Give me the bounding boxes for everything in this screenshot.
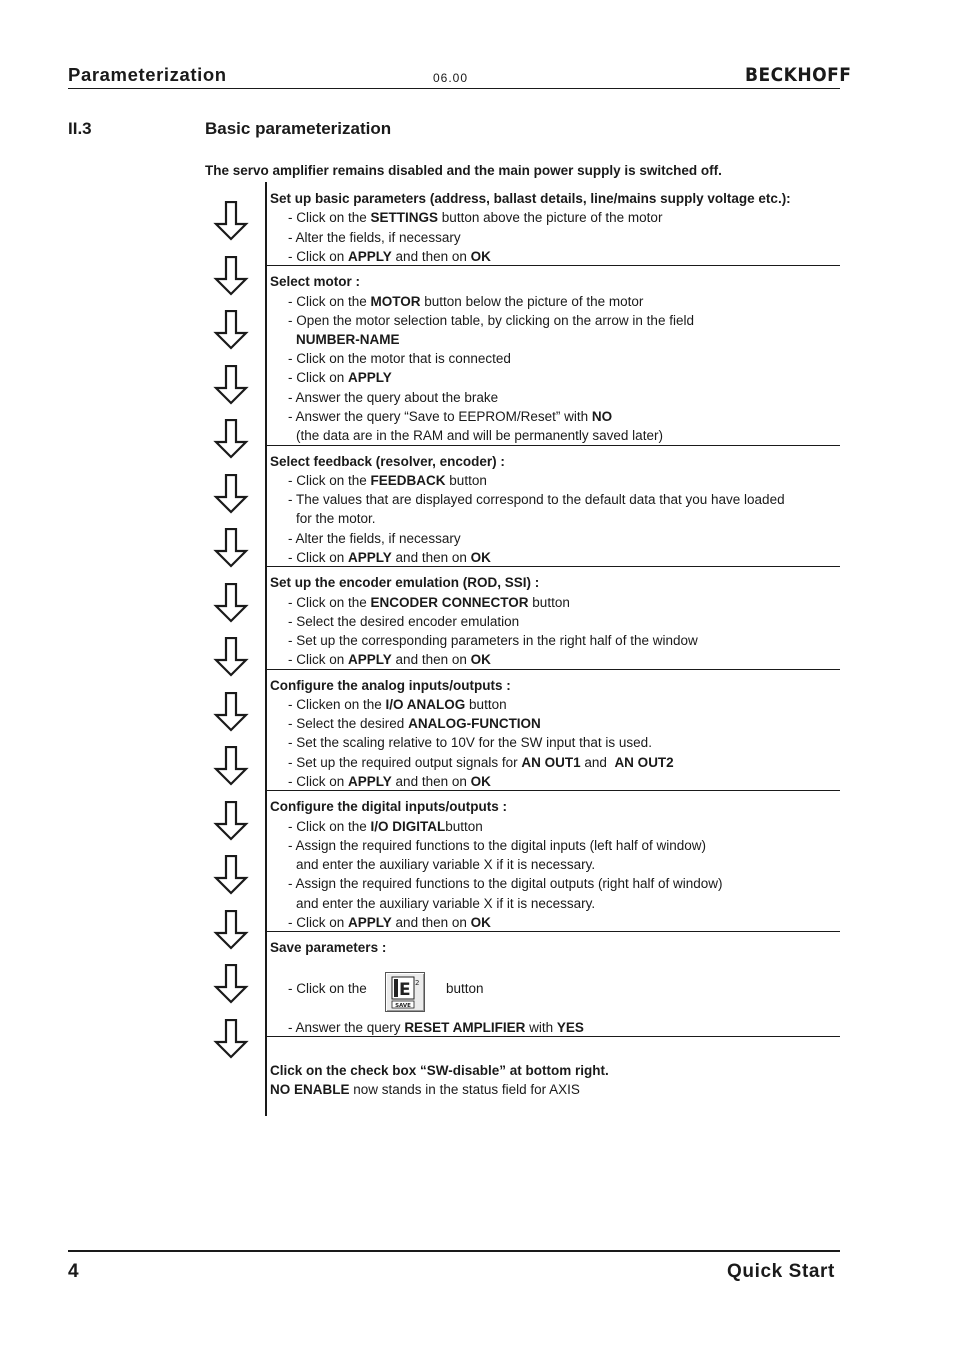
down-arrow-icon — [213, 637, 249, 677]
step-line: - Click on the MOTOR button below the picture of the motor — [288, 294, 644, 309]
down-arrow-icon — [213, 910, 249, 950]
down-arrow-icon — [213, 256, 249, 296]
step-heading: Select feedback (resolver, encoder) : — [270, 454, 505, 469]
step-line: - Answer the query “Save to EEPROM/Reset” with NO — [288, 409, 613, 424]
step-line: button — [446, 981, 484, 996]
step-line: - Click on the SETTINGS button above the picture of the motor — [288, 210, 663, 225]
down-arrow-icon — [213, 528, 249, 568]
step-line: - Click on APPLY and then on OK — [288, 249, 491, 264]
step-line: - Click on APPLY — [288, 370, 392, 385]
step-line: for the motor. — [296, 511, 376, 526]
step-line: (the data are in the RAM and will be permanently saved later) — [296, 428, 663, 443]
down-arrow-icon — [213, 855, 249, 895]
step-line: - Select the desired encoder emulation — [288, 614, 520, 629]
steps-vertical-rule — [265, 182, 267, 1116]
step-divider — [267, 566, 840, 567]
step-divider — [267, 931, 840, 932]
step-line: - Click on APPLY and then on OK — [288, 915, 491, 930]
step-line: - Click on APPLY and then on OK — [288, 652, 491, 667]
down-arrow-icon — [213, 964, 249, 1004]
save-to-eeprom-button[interactable] — [385, 972, 425, 1012]
step-line: - Assign the required functions to the digital outputs (right half of window) — [288, 876, 723, 891]
step-line: - Set up the corresponding parameters in the right half of the window — [288, 633, 698, 648]
step-divider — [267, 265, 840, 266]
step-line: - Click on the motor that is connected — [288, 351, 511, 366]
page-number: 4 — [68, 1261, 79, 1282]
down-arrow-icon — [213, 365, 249, 405]
down-arrow-icon — [213, 419, 249, 459]
down-arrow-icon — [213, 201, 249, 241]
brand-logo: BECKHOFF — [745, 64, 852, 86]
down-arrow-icon — [213, 583, 249, 623]
page-header-title: Parameterization — [68, 64, 227, 85]
step-line: - The values that are displayed correspond to the default data that you have loaded — [288, 492, 785, 507]
step-heading: Configure the analog inputs/outputs : — [270, 678, 511, 693]
section-title: Basic parameterization — [205, 119, 392, 138]
step-line: - Set the scaling relative to 10V for the SW input that is used. — [288, 735, 652, 750]
step-line: - Click on the I/O DIGITALbutton — [288, 819, 483, 834]
header-rule — [68, 88, 840, 89]
step-divider — [267, 445, 840, 446]
step-heading: Select motor : — [270, 274, 361, 289]
svg-text:SAVE: SAVE — [395, 1003, 411, 1009]
step-line: - Open the motor selection table, by clicking on the arrow in the field — [288, 313, 694, 328]
footer-title: Quick Start — [727, 1261, 835, 1282]
step-divider — [267, 669, 840, 670]
step-divider — [267, 790, 840, 791]
step-heading: Set up basic parameters (address, ballast details, line/mains supply voltage etc.): — [270, 191, 791, 206]
down-arrow-icon — [213, 746, 249, 786]
step-line: - Click on the — [288, 981, 367, 996]
step-line: - Answer the query about the brake — [288, 390, 499, 405]
down-arrow-icon — [213, 310, 249, 350]
down-arrow-icon — [213, 1019, 249, 1059]
step-line: - Assign the required functions to the digital inputs (left half of window) — [288, 838, 706, 853]
final-status: NO ENABLE now stands in the status field for AXIS — [270, 1082, 580, 1097]
step-divider — [267, 1036, 840, 1037]
svg-text:E: E — [399, 980, 411, 1000]
down-arrow-icon — [213, 474, 249, 514]
svg-text:2: 2 — [415, 979, 420, 987]
step-line: - Click on the ENCODER CONNECTOR button — [288, 595, 570, 610]
step-heading: Set up the encoder emulation (ROD, SSI) : — [270, 575, 540, 590]
step-line: - Click on APPLY and then on OK — [288, 774, 491, 789]
header-date: 06.00 — [433, 71, 469, 85]
intro-text: The servo amplifier remains disabled and the main power supply is switched off. — [205, 163, 722, 178]
step-line: - Select the desired ANALOG-FUNCTION — [288, 716, 541, 731]
step-line: - Set up the required output signals for AN OUT1 and AN OUT2 — [288, 755, 674, 770]
section-number: II.3 — [68, 119, 92, 138]
step-line: and enter the auxiliary variable X if it is necessary. — [296, 896, 596, 911]
final-instruction: Click on the check box “SW-disable” at bottom right. — [270, 1063, 609, 1078]
step-line: - Clicken on the I/O ANALOG button — [288, 697, 507, 712]
down-arrow-icon — [213, 692, 249, 732]
step-line: - Click on the FEEDBACK button — [288, 473, 487, 488]
step-line: - Alter the fields, if necessary — [288, 531, 461, 546]
save-eeprom-icon — [386, 973, 424, 1011]
step-line: NUMBER-NAME — [296, 332, 400, 347]
step-line: - Alter the fields, if necessary — [288, 230, 461, 245]
step-line: - Answer the query RESET AMPLIFIER with YES — [288, 1020, 584, 1035]
down-arrow-icon — [213, 801, 249, 841]
step-heading: Configure the digital inputs/outputs : — [270, 799, 507, 814]
footer-rule — [68, 1250, 840, 1252]
step-heading: Save parameters : — [270, 940, 387, 955]
step-line: and enter the auxiliary variable X if it is necessary. — [296, 857, 596, 872]
step-line: - Click on APPLY and then on OK — [288, 550, 491, 565]
